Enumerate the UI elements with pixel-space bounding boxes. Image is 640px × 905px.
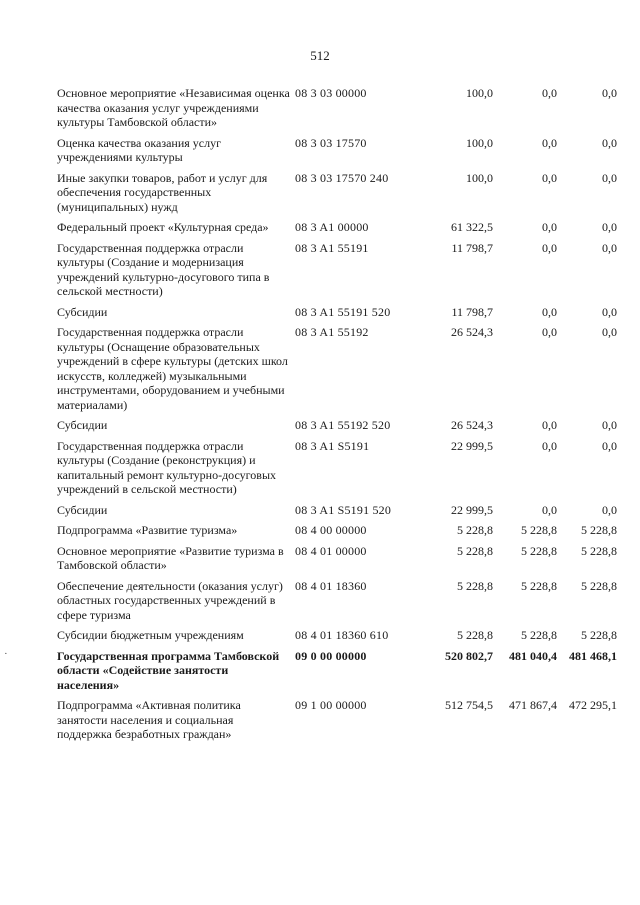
row-value-3: 0,0 xyxy=(602,502,617,517)
row-value-2: 0,0 xyxy=(542,86,557,100)
row-name: Государственная поддержка отрасли культуры (Оснащение образовательных учреждений в сфере культуры (детских школ искусств, колледжей) музыкальными инструментами, оборудованием и учебными материалами) xyxy=(57,325,288,412)
row-value-2: 5 228,8 xyxy=(521,628,557,642)
row-name: Оценка качества оказания услуг учреждениями культуры xyxy=(57,135,222,164)
row-value-1: 520 802,7 xyxy=(445,648,493,663)
row-value-1: 22 999,5 xyxy=(451,438,493,453)
row-name: Иные закупки товаров, работ и услуг для обеспечения государственных (муниципальных) нужд xyxy=(57,170,268,214)
row-value-2: 0,0 xyxy=(542,502,557,517)
row-name: Государственная поддержка отрасли культуры (Создание (реконструкция) и капитальный ремонт культурно-досуговых учреждений в сельской местности) xyxy=(57,438,276,496)
row-value-2: 5 228,8 xyxy=(521,543,557,558)
table-row xyxy=(57,220,617,235)
row-code: 08 3 A1 S5191 xyxy=(295,438,370,453)
row-value-1: 61 322,5 xyxy=(451,220,493,234)
row-value-1: 5 228,8 xyxy=(457,578,493,593)
page-number: 512 xyxy=(310,48,330,63)
row-code: 08 4 01 18360 xyxy=(295,578,367,593)
table-row xyxy=(57,503,617,518)
row-value-3: 0,0 xyxy=(602,220,617,234)
row-value-3: 0,0 xyxy=(602,418,617,432)
row-value-1: 100,0 xyxy=(466,170,493,185)
table-row xyxy=(57,628,617,643)
row-name: Государственная поддержка отрасли культуры (Создание и модернизация учреждений культурно-досугового типа в сельской местности) xyxy=(57,240,270,298)
row-code: 08 3 A1 S5191 520 xyxy=(295,502,392,517)
row-value-3: 5 228,8 xyxy=(581,523,617,537)
row-name: Подпрограмма «Развитие туризма» xyxy=(57,523,238,537)
table-row xyxy=(57,86,617,130)
row-value-1: 5 228,8 xyxy=(457,523,493,537)
row-value-3: 0,0 xyxy=(602,438,617,453)
row-code: 09 0 00 00000 xyxy=(295,648,367,663)
row-value-1: 100,0 xyxy=(466,86,493,100)
margin-mark: · xyxy=(4,648,8,660)
row-value-1: 5 228,8 xyxy=(457,628,493,642)
row-value-1: 22 999,5 xyxy=(451,502,493,517)
row-value-3: 5 228,8 xyxy=(581,578,617,593)
row-code: 08 3 03 00000 xyxy=(295,86,367,100)
row-value-3: 0,0 xyxy=(602,325,617,339)
row-value-3: 0,0 xyxy=(602,170,617,185)
row-value-3: 481 468,1 xyxy=(569,648,617,663)
row-value-2: 0,0 xyxy=(542,304,557,319)
row-value-2: 5 228,8 xyxy=(521,523,557,537)
row-value-1: 100,0 xyxy=(466,135,493,150)
row-value-3: 0,0 xyxy=(602,304,617,319)
table-row xyxy=(57,544,617,573)
row-code: 08 3 A1 00000 xyxy=(295,220,369,234)
table-row xyxy=(57,523,617,538)
row-code: 08 3 03 17570 240 xyxy=(295,170,389,185)
table-row xyxy=(57,305,617,320)
row-name: Основное мероприятие «Развитие туризма в Тамбовской области» xyxy=(57,543,284,572)
row-code: 08 4 00 00000 xyxy=(295,523,367,537)
table-row xyxy=(57,171,617,215)
row-value-2: 0,0 xyxy=(542,170,557,185)
row-value-2: 0,0 xyxy=(542,438,557,453)
row-value-3: 5 228,8 xyxy=(581,628,617,642)
row-code: 08 3 A1 55192 520 xyxy=(295,418,391,432)
row-name: Подпрограмма «Активная политика занятости населения и социальная поддержка безработных граждан» xyxy=(57,698,241,741)
row-name: Федеральный проект «Культурная среда» xyxy=(57,220,269,234)
row-code: 08 4 01 00000 xyxy=(295,543,367,558)
row-value-3: 0,0 xyxy=(602,86,617,100)
table-row xyxy=(57,136,617,165)
row-name: Государственная программа Тамбовской области «Содействие занятости населения» xyxy=(57,648,280,692)
row-name: Обеспечение деятельности (оказания услуг) областных государственных учреждений в сфере туризма xyxy=(57,578,283,622)
table-row xyxy=(57,325,617,412)
row-value-3: 5 228,8 xyxy=(581,543,617,558)
row-name: Субсидии бюджетным учреждениям xyxy=(57,628,244,642)
row-value-1: 26 524,3 xyxy=(451,418,493,432)
row-value-2: 0,0 xyxy=(542,220,557,234)
row-code: 08 3 A1 55191 520 xyxy=(295,304,391,319)
row-value-1: 11 798,7 xyxy=(451,304,493,319)
row-value-2: 0,0 xyxy=(542,418,557,432)
row-name: Субсидии xyxy=(57,502,108,517)
row-value-2: 5 228,8 xyxy=(521,578,557,593)
row-value-2: 0,0 xyxy=(542,135,557,150)
table-row xyxy=(57,579,617,623)
row-value-1: 11 798,7 xyxy=(451,240,493,255)
row-value-2: 0,0 xyxy=(542,325,557,339)
row-value-3: 0,0 xyxy=(602,240,617,255)
table-row xyxy=(57,418,617,433)
row-code: 08 3 03 17570 xyxy=(295,135,367,150)
table-row xyxy=(57,649,617,693)
row-value-1: 512 754,5 xyxy=(445,698,493,712)
row-value-2: 471 867,4 xyxy=(509,698,557,712)
row-code: 08 3 A1 55192 xyxy=(295,325,369,339)
row-name: Субсидии xyxy=(57,304,108,319)
row-value-1: 26 524,3 xyxy=(451,325,493,339)
row-code: 08 4 01 18360 610 xyxy=(295,628,389,642)
row-value-2: 481 040,4 xyxy=(509,648,557,663)
row-code: 08 3 A1 55191 xyxy=(295,240,369,255)
row-value-3: 0,0 xyxy=(602,135,617,150)
table-row xyxy=(57,439,617,497)
row-name: Основное мероприятие «Независимая оценка качества оказания услуг учреждениями культуры Тамбовской области» xyxy=(57,86,290,129)
row-name: Субсидии xyxy=(57,418,108,432)
budget-table xyxy=(57,86,617,748)
row-code: 09 1 00 00000 xyxy=(295,698,367,712)
table-row xyxy=(57,241,617,299)
table-row xyxy=(57,698,617,742)
row-value-1: 5 228,8 xyxy=(457,543,493,558)
row-value-2: 0,0 xyxy=(542,240,557,255)
row-value-3: 472 295,1 xyxy=(569,698,617,712)
